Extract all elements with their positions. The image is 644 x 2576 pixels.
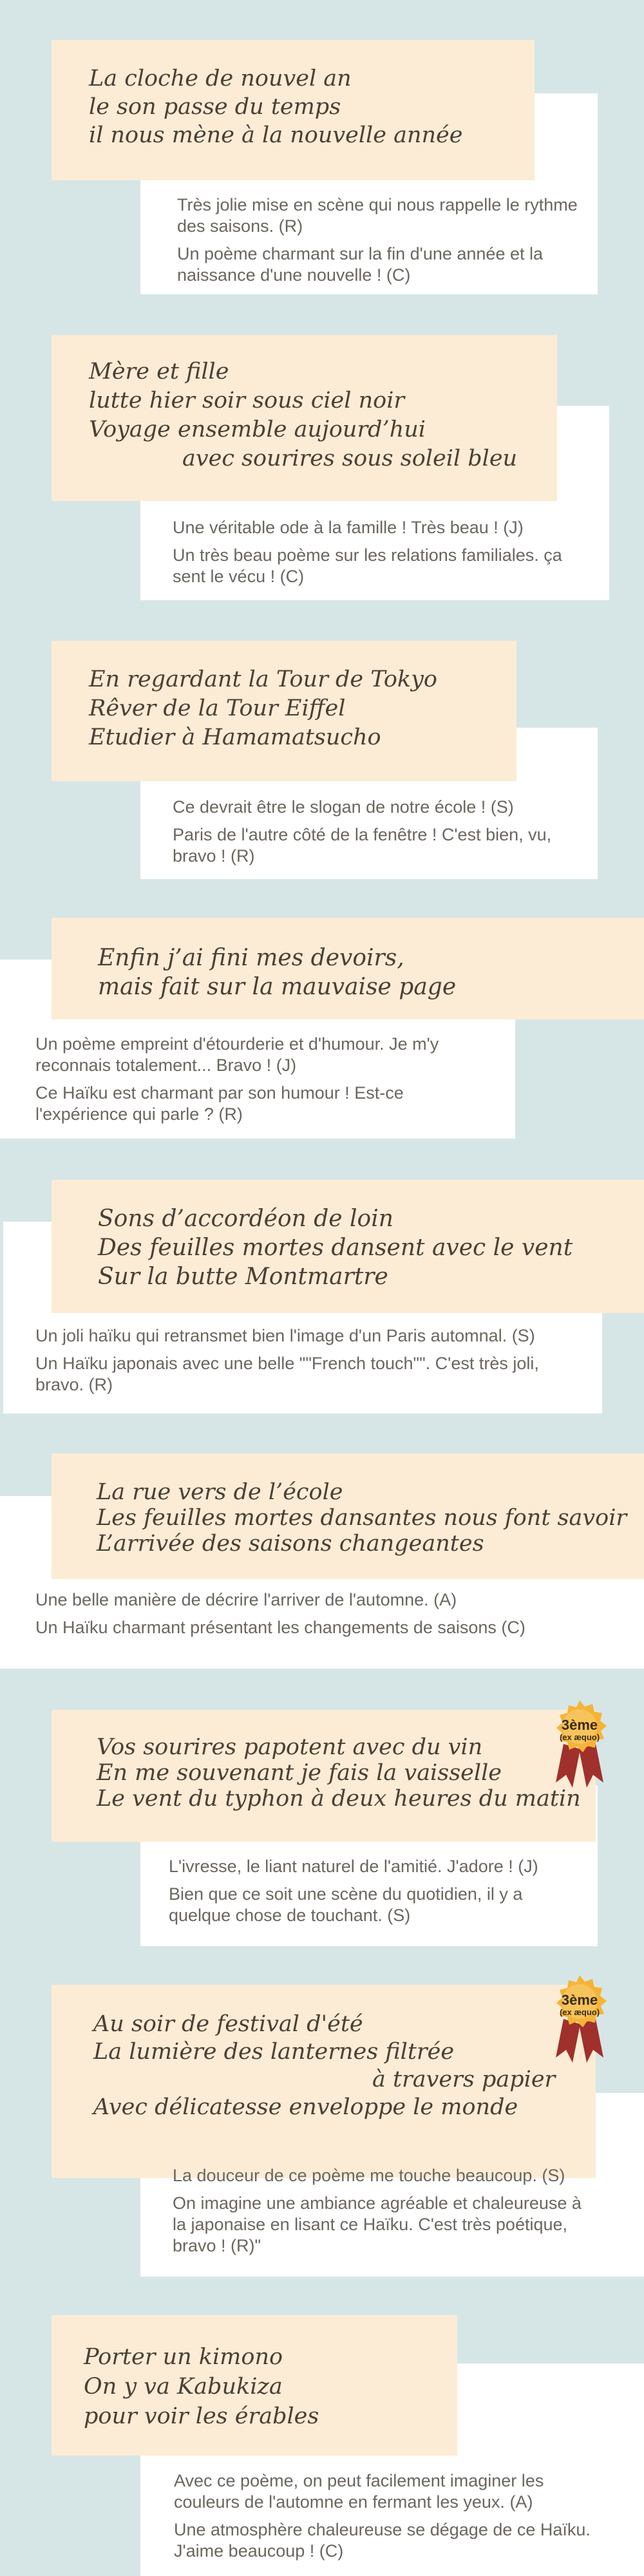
poem-line: pour voir les érables <box>84 2403 319 2429</box>
poem-line: Porter un kimono <box>84 2344 283 2370</box>
comments <box>174 2470 612 2568</box>
poem-box <box>52 1454 644 1579</box>
poem-line: Avec délicatesse enveloppe le monde <box>93 2094 518 2120</box>
poem-line: La rue vers de l’école <box>97 1479 343 1505</box>
comments <box>173 2165 585 2263</box>
third-place-badge <box>544 1699 621 1795</box>
comment: On imagine une ambiance agréable et chaleureuse à la japonaise en lisant ce Haïku. C'est très poétique, bravo ! (R)" <box>173 2193 582 2255</box>
poem-line: Enfin j’ai fini mes devoirs, <box>98 945 404 971</box>
comment: Un Haïku charmant présentant les changements de saisons (C) <box>35 1618 526 1637</box>
poem-line: Mère et fille <box>89 359 229 384</box>
poem-line: On y va Kabukiza <box>84 2374 283 2400</box>
poem-line: Etudier à Hamamatsucho <box>89 724 381 750</box>
comment: Ce Haïku est charmant par son humour ! Est-ce l'expérience qui parle ? (R) <box>35 1083 404 1124</box>
poem-line: Vos sourires papotent avec du vin <box>97 1734 483 1760</box>
poem-box <box>52 1710 596 1842</box>
comment: Un poème empreint d'étourderie et d'humour. Je m'y reconnais totalement... Bravo ! (J) <box>35 1034 439 1075</box>
comment: Une belle manière de décrire l'arriver de l'automne. (A) <box>35 1590 457 1609</box>
poem-box <box>52 2315 457 2456</box>
comment: Très jolie mise en scène qui nous rappelle le rythme des saisons. (R) <box>177 195 578 236</box>
badge-subtitle: (ex æquo) <box>559 1732 600 1742</box>
poem-line: Voyage ensemble aujourd’hui <box>89 417 426 442</box>
poem-line: L’arrivée des saisons changeantes <box>97 1531 484 1557</box>
poem-box <box>52 40 535 180</box>
comment: L'ivresse, le liant naturel de l'amitié. J'adore ! (J) <box>169 1857 538 1876</box>
poem-line: Sons d’accordéon de loin <box>98 1206 393 1232</box>
poem-line: mais fait sur la mauvaise page <box>98 974 457 1000</box>
badge-title: 3ème <box>561 1717 598 1733</box>
comment: Ce devrait être le slogan de notre école ! (S) <box>173 797 514 817</box>
poem-line: le son passe du temps <box>89 94 341 120</box>
poem-line: Le vent du typhon à deux heures du matin <box>97 1786 581 1812</box>
poem-line: La lumière des lanternes filtrée <box>93 2039 455 2065</box>
poem-box <box>52 335 557 501</box>
comment: Avec ce poème, on peut facilement imaginer les couleurs de l'automne en fermant les yeux. (A) <box>174 2471 544 2512</box>
poem-line: Rêver de la Tour Eiffel <box>89 696 346 721</box>
comment: Bien que ce soit une scène du quotidien, il y a quelque chose de touchant. (S) <box>169 1884 523 1925</box>
poem-box <box>52 918 644 1019</box>
comment: Une véritable ode à la famille ! Très beau ! (J) <box>173 518 524 537</box>
badge-subtitle: (ex æquo) <box>559 2007 600 2017</box>
comments <box>173 797 578 873</box>
poem-line: lutte hier soir sous ciel noir <box>89 388 405 413</box>
comment: Un très beau poème sur les relations familiales. ça sent le vécu ! (C) <box>173 545 562 586</box>
poem-line: Sur la butte Montmartre <box>98 1264 388 1290</box>
poem-line: Des feuilles mortes dansent avec le vent <box>98 1235 573 1261</box>
comments <box>169 1856 581 1933</box>
comments <box>35 1589 615 1645</box>
comment: La douceur de ce poème me touche beaucoup. (S) <box>173 2166 565 2185</box>
comments <box>173 517 585 594</box>
poem-line: avec sourires sous soleil bleu <box>182 446 518 471</box>
comment: Un Haïku japonais avec une belle ""French touch"". C'est très joli, bravo. (R) <box>35 1354 539 1394</box>
poem-box <box>52 1985 596 2178</box>
comment: Un poème charmant sur la fin d'une année et la naissance d'une nouvelle ! (C) <box>177 244 544 285</box>
comment: Une atmosphère chaleureuse se dégage de ce Haïku. J'aime beaucoup ! (C) <box>174 2520 591 2561</box>
comment: Un joli haïku qui retransmet bien l'image d'un Paris automnal. (S) <box>35 1326 535 1345</box>
comments <box>35 1034 486 1132</box>
poem-box <box>52 1180 644 1313</box>
poem-line: il nous mène à la nouvelle année <box>89 122 463 148</box>
comments <box>177 194 589 292</box>
poem-box <box>52 641 516 781</box>
poem-line: La cloche de nouvel an <box>89 66 352 91</box>
poem-line: à travers papier <box>372 2067 556 2092</box>
poem-line: En me souvenant je fais la vaisselle <box>97 1760 502 1786</box>
comments <box>35 1325 589 1402</box>
badge-title: 3ème <box>561 1992 598 2008</box>
poem-line: En regardant la Tour de Tokyo <box>89 667 437 692</box>
third-place-badge <box>544 1974 621 2070</box>
poem-line: Les feuilles mortes dansantes nous font savoir <box>97 1505 627 1531</box>
poem-line: Au soir de festival d'été <box>93 2011 363 2037</box>
comment: Paris de l'autre côté de la fenêtre ! C'est bien, vu, bravo ! (R) <box>173 825 552 866</box>
